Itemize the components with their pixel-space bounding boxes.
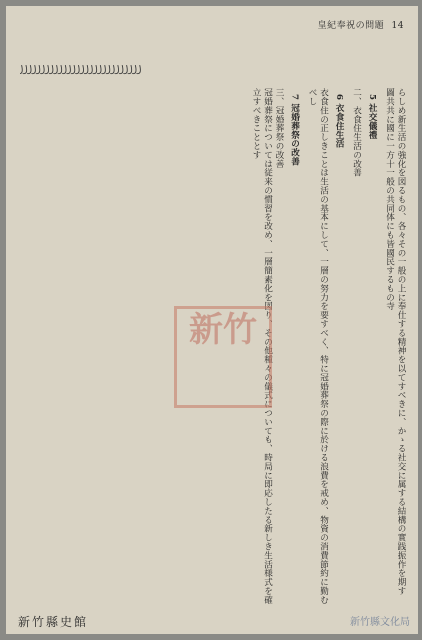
paragraph: らしめ新生活の強化を図るもの、各々その一般の上に奉仕する精神を以てすべきに、かゝる社交に属する結構の實践振作を期す <box>396 88 406 596</box>
page-header <box>12 18 404 32</box>
section-heading: 7 冠婚葬祭の改善 <box>289 94 300 166</box>
section-heading: 6 衣食住生活 <box>334 94 344 149</box>
page-number: 14 <box>391 21 404 31</box>
paragraph: 衣食住の正しきことは生活の基本にして、一層の努力を要すべく、特に冠婚葬祭の際に於ける浪費を戒め、物資の消費節約に勤むべし <box>307 88 329 605</box>
paragraph: 三、冠婚葬祭の改善 <box>274 88 284 169</box>
document-page <box>6 6 418 634</box>
footer-label: 新竹縣史館 <box>18 615 89 629</box>
paragraph: 冠婚葬祭については従来の慣習を改め、一層簡素化を図り、その他種々の儀式についても、時局に即応したる新しき生活様式を確立すべきこととす <box>251 88 273 605</box>
decorative-border: ꠸꠸꠸꠸꠸꠸꠸꠸꠸꠸꠸꠸꠸꠸꠸꠸꠸꠸꠸꠸꠸꠸꠸꠸꠸꠸꠸꠸ <box>20 62 143 75</box>
paragraph: 圖共共に國に一方十一般の共同体にも皆國民するもの寺 <box>384 88 395 311</box>
library-stamp: 新竹 <box>174 306 272 408</box>
watermark-text: 新竹縣文化局 <box>350 617 410 628</box>
paragraph: 二、衣食住生活の改善 <box>351 88 362 177</box>
section-heading: 5 社交儀禮 <box>367 94 377 140</box>
header-title: 皇紀奉祝の問題 <box>317 21 385 31</box>
